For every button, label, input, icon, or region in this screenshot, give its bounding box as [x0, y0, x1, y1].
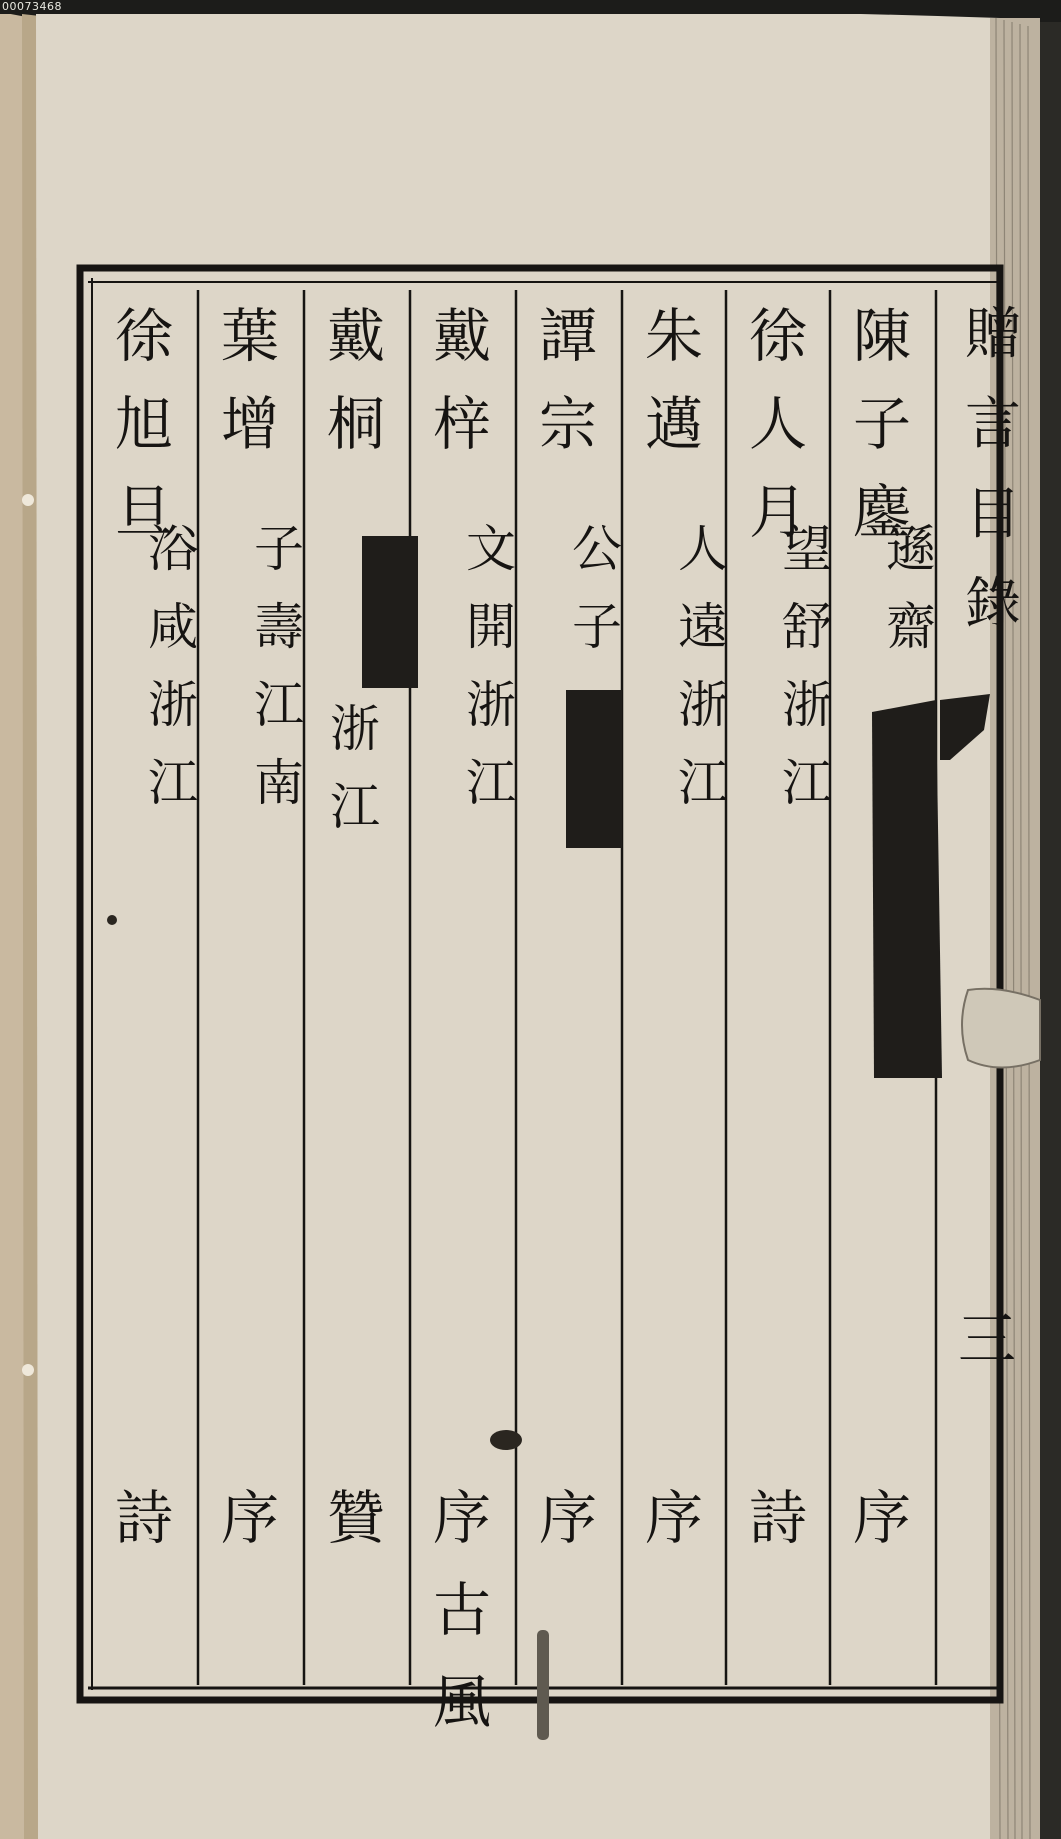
author-name: 徐 旭 旦 [114, 302, 173, 546]
genre-label: 序 [852, 1484, 911, 1552]
genre-label: 序 [538, 1484, 597, 1552]
author-name: 葉 增 [220, 302, 279, 458]
title-char: 贈 [965, 302, 1021, 367]
genre-label: 序 古 風 [432, 1484, 491, 1736]
genre-label: 贊 [326, 1484, 385, 1552]
contents-entry [832, 0, 936, 1839]
author-name: 陳 子 鏖 [852, 302, 911, 546]
page-title [958, 290, 1028, 650]
title-char: 目 [965, 482, 1021, 547]
genre-label: 詩 [114, 1484, 173, 1552]
title-char: 錄 [965, 572, 1021, 637]
courtesy-name-origin: 望 舒 浙 江 [782, 520, 832, 812]
courtesy-name-origin: 公 子 [572, 520, 622, 656]
title-char: 言 [965, 392, 1021, 457]
courtesy-name-origin: 浴 咸 浙 江 [148, 520, 198, 812]
author-name: 譚 宗 [538, 302, 597, 458]
courtesy-name-origin: 子 壽 江 南 [254, 520, 304, 812]
contents-entry [518, 0, 622, 1839]
courtesy-name-origin: 遜 齋 [886, 520, 936, 656]
contents-entry [412, 0, 516, 1839]
archive-id: 00073468 [2, 0, 62, 13]
author-name: 戴 梓 [432, 302, 491, 458]
courtesy-name-origin: 文 開 浙 江 [466, 520, 516, 812]
contents-entry [728, 0, 832, 1839]
author-name: 徐 人 月 [748, 302, 807, 546]
courtesy-name-origin: 人 遠 浙 江 [678, 520, 728, 812]
contents-entry [200, 0, 304, 1839]
author-name: 戴 桐 [326, 302, 385, 458]
contents-entry [306, 0, 406, 1839]
genre-label: 詩 [748, 1484, 807, 1552]
contents-entry [94, 0, 198, 1839]
contents-entry [624, 0, 728, 1839]
folio-number: 三 [958, 1305, 1017, 1373]
courtesy-name-origin: 浙 江 [330, 700, 380, 836]
author-name: 朱 邁 [644, 302, 703, 458]
genre-label: 序 [644, 1484, 703, 1552]
genre-label: 序 [220, 1484, 279, 1552]
